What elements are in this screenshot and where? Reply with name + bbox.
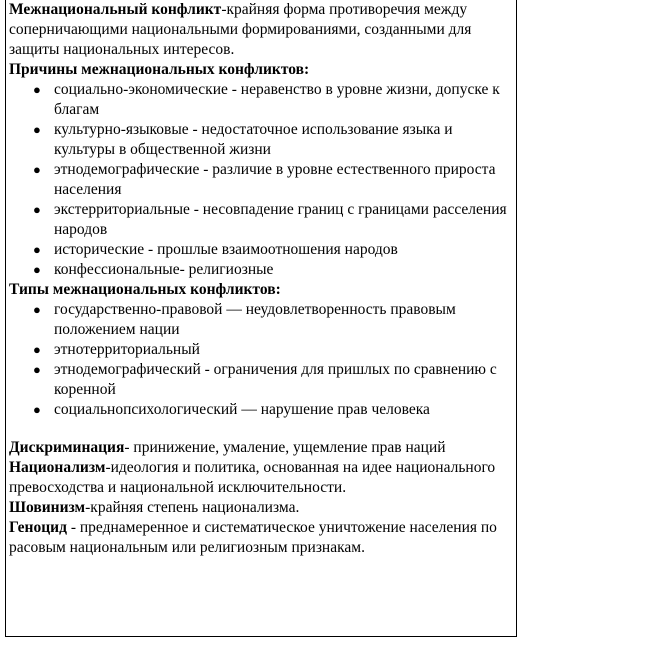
bullet-dot-icon: ● <box>33 122 41 137</box>
bullet-dot-icon: ● <box>33 362 41 377</box>
term-text: - преднамеренное и систематическое уничтожение населения по расовым национальным или религиозным признакам. <box>9 519 497 556</box>
term-paragraph <box>9 518 516 558</box>
list-item: ● этнотерриториальный <box>33 341 200 358</box>
term-name: Геноцид <box>9 519 67 536</box>
term-name: Шовинизм <box>9 499 86 516</box>
term-paragraph <box>9 458 516 498</box>
definition-text: -крайняя форма противоречия между соперничающими национальными формированиями, созданными для защиты национальных интересов. <box>9 1 472 58</box>
term-name: Национализм <box>9 459 106 476</box>
types-heading: Типы межнациональных конфликтов: <box>9 281 281 298</box>
list-item: ● социально-экономические - неравенство в уровне жизни, допуске к благам <box>33 81 500 118</box>
list-item: ● культурно-языковые - недостаточное использование языка и культуры в общественной жизни <box>33 121 453 158</box>
spacer <box>9 420 516 438</box>
bullet-dot-icon: ● <box>33 202 41 217</box>
definition-term: Межнациональный конфликт <box>9 1 222 18</box>
term-text: -крайняя степень национализма. <box>85 499 300 516</box>
causes-heading: Причины межнациональных конфликтов: <box>9 61 310 78</box>
list-item: ● государственно-правовой — неудовлетворенность правовым положением нации <box>33 301 456 338</box>
list-item: ● исторические - прошлые взаимоотношения народов <box>33 241 398 258</box>
term-text: -идеология и политика, основанная на идее национального превосходства и национальной исключительности. <box>9 459 496 496</box>
bullet-dot-icon: ● <box>33 82 41 97</box>
document-box <box>5 0 517 637</box>
types-list <box>9 300 516 420</box>
term-paragraph <box>9 498 516 518</box>
term-paragraph <box>9 438 516 458</box>
bullet-dot-icon: ● <box>33 242 41 257</box>
causes-list <box>9 80 516 280</box>
term-name: Дискриминация <box>9 439 125 456</box>
bullet-dot-icon: ● <box>33 402 41 417</box>
bullet-dot-icon: ● <box>33 302 41 317</box>
term-text: - принижение, умаление, ущемление прав наций <box>124 439 446 456</box>
bullet-dot-icon: ● <box>33 342 41 357</box>
list-item: ● этнодемографический - ограничения для пришлых по сравнению с коренной <box>33 361 497 398</box>
bullet-dot-icon: ● <box>33 162 41 177</box>
list-item: ● этнодемографические - различие в уровне естественного прироста населения <box>33 161 496 198</box>
bullet-dot-icon: ● <box>33 262 41 277</box>
list-item: ● экстерриториальные - несовпадение границ с границами расселения народов <box>33 201 507 238</box>
list-item: ● социальнопсихологический — нарушение прав человека <box>33 401 430 418</box>
list-item: ● конфессиональные- религиозные <box>33 261 274 278</box>
definition-paragraph <box>9 0 516 60</box>
